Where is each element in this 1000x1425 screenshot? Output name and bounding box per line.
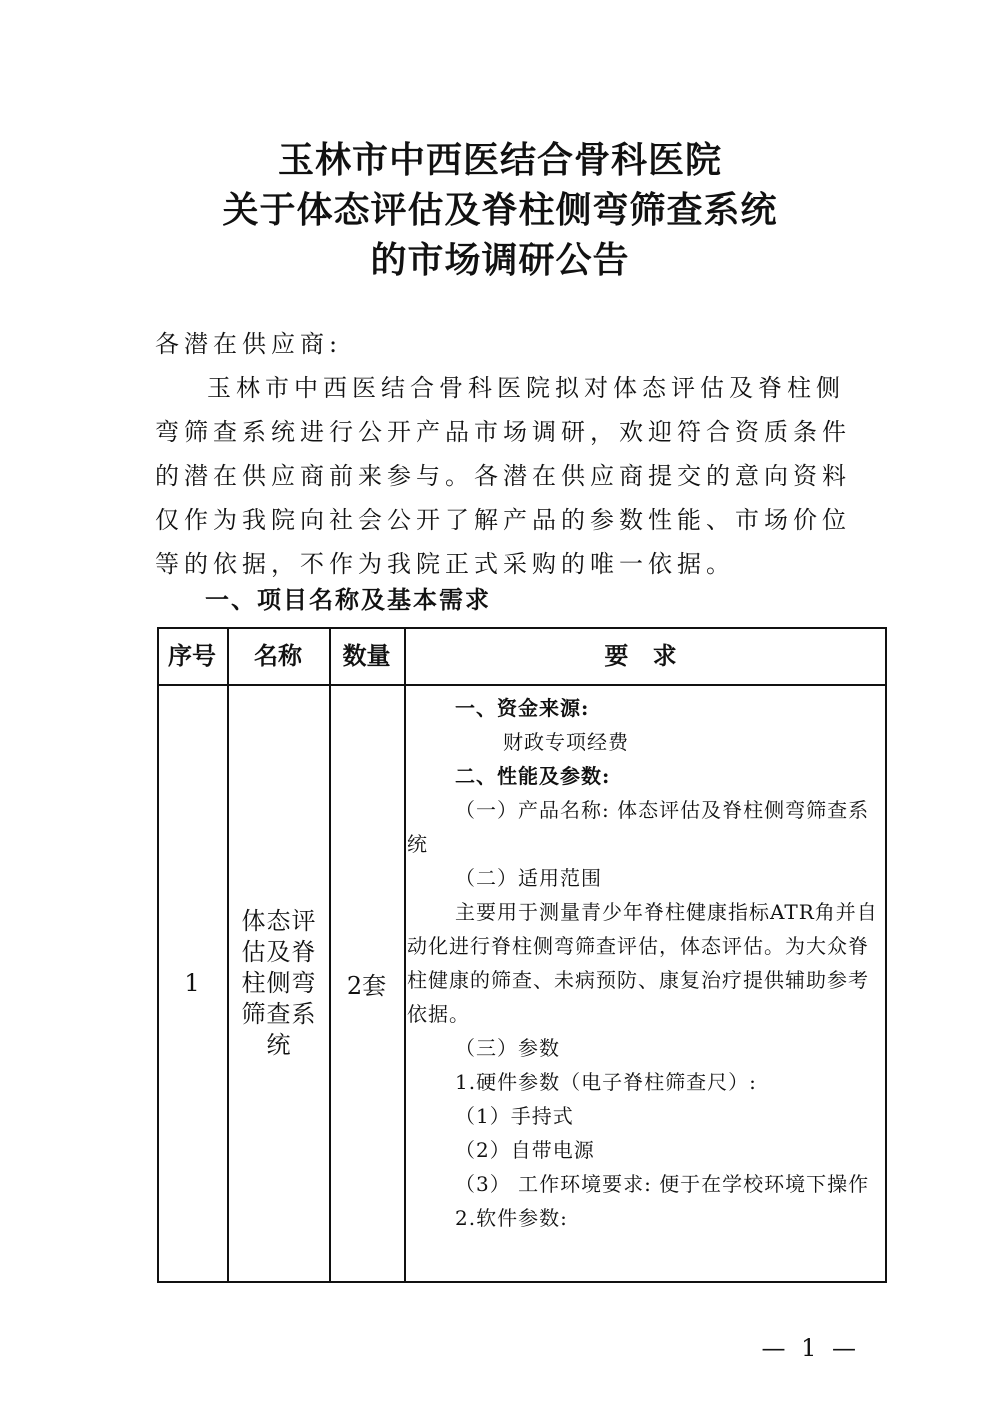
row-qty-value: 2套 (346, 971, 387, 1000)
req-heading-funding: 一、资金来源: (455, 696, 590, 720)
req-hardware-item-1: （1）手持式 (455, 1104, 574, 1128)
row-seq (157, 685, 227, 1281)
req-scope-text: 主要用于测量青少年脊柱健康指标ATR角并自动化进行脊柱侧弯筛查评估，体态评估。为大众脊柱健康的筛查、未病预防、康复治疗提供辅助参考依据。 (407, 900, 878, 1026)
title-line-1: 玉林市中西医结合骨科医院 (277, 139, 722, 181)
table-border-right (885, 627, 887, 1283)
title-line-2: 关于体态评估及脊柱侧弯筛查系统 (222, 189, 778, 231)
section-heading-1: 一、项目名称及基本需求 (205, 585, 491, 614)
table-col-divider-3 (404, 627, 406, 1283)
req-scope-heading: （二）适用范围 (455, 866, 602, 890)
req-hardware-item-2: （2）自带电源 (455, 1138, 595, 1162)
row-name-value: 体态评估及脊柱侧弯筛查系统 (241, 906, 317, 1059)
requirements-table (157, 627, 887, 1283)
table-border-bottom (157, 1281, 887, 1283)
row-name (235, 685, 323, 1281)
header-requirements: 要 求 (604, 641, 685, 670)
row-qty (329, 685, 404, 1281)
req-software-heading: 2.软件参数: (455, 1206, 568, 1230)
row-seq-value: 1 (184, 969, 200, 997)
table-col-divider-1 (227, 627, 229, 1283)
req-funding-value: 财政专项经费 (503, 730, 629, 754)
header-seq: 序号 (168, 641, 216, 670)
intro-paragraph: 玉林市中西医结合骨科医院拟对体态评估及脊柱侧弯筛查系统进行公开产品市场调研，欢迎符合资质条件的潜在供应商前来参与。各潜在供应商提交的意向资料仅作为我院向社会公开了解产品的参数性能、市场价位等的依据，不作为我院正式采购的唯一依据。 (155, 374, 851, 578)
header-name: 名称 (254, 641, 302, 670)
salutation: 各潜在供应商: (155, 330, 343, 358)
title-line-3: 的市场调研公告 (370, 239, 630, 281)
req-params-heading: （三）参数 (455, 1036, 560, 1060)
req-hardware-item-3: （3） 工作环境要求: 便于在学校环境下操作 (455, 1172, 870, 1196)
row-requirements (407, 691, 879, 1235)
header-qty: 数量 (342, 641, 391, 670)
req-hardware-heading: 1.硬件参数（电子脊柱筛查尺）: (455, 1070, 757, 1094)
page-number: — 1 — (761, 1334, 860, 1362)
req-product-name: （一）产品名称: 体态评估及脊柱侧弯筛查系统 (407, 798, 870, 856)
req-heading-performance: 二、性能及参数: (455, 764, 611, 788)
